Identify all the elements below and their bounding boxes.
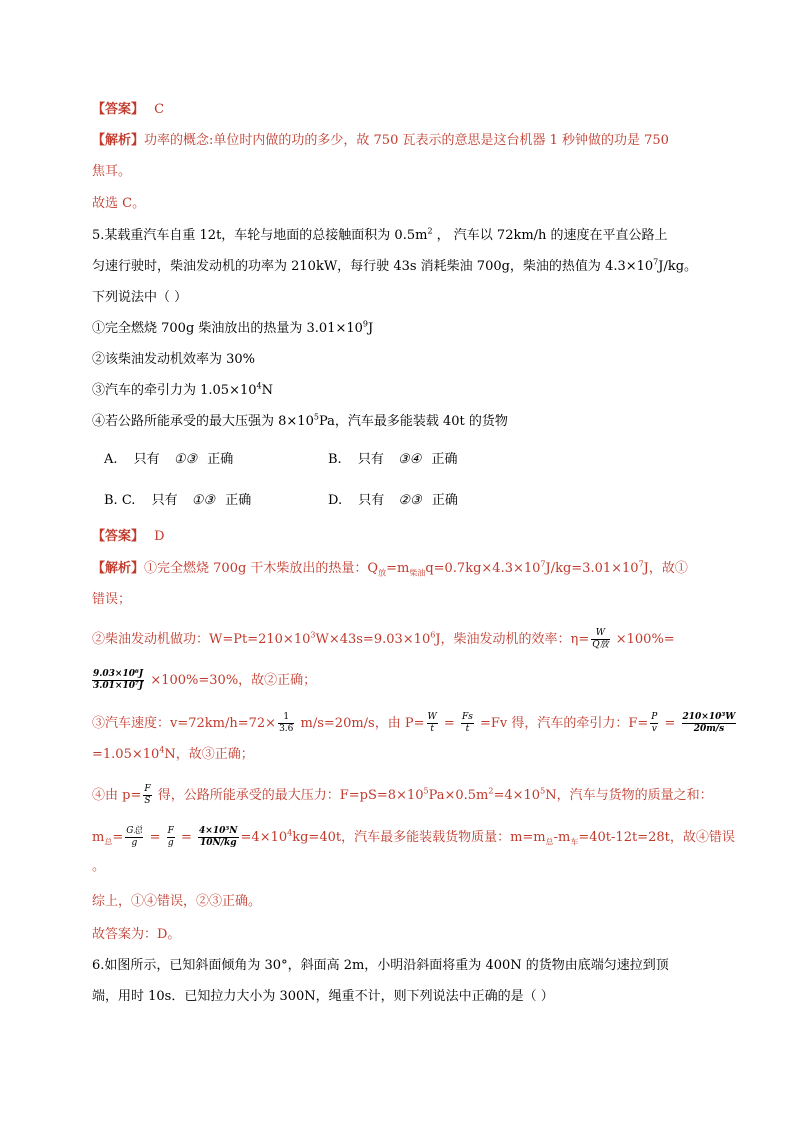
sup: 4: [287, 828, 293, 838]
option-numbers: ②③: [398, 493, 422, 508]
fraction: [591, 628, 609, 651]
text: q=0.7kg×4.3×10: [425, 561, 541, 576]
text: N，故③正确；: [164, 747, 254, 762]
analysis-line-1: [92, 560, 688, 578]
text: =40t-12t=28t，故④错误: [578, 830, 735, 845]
text: =Fv 得，汽车的牵引力：F=: [475, 716, 649, 731]
q5-stem-line-2: [92, 258, 697, 276]
option-d[interactable]: [328, 492, 458, 510]
answer-value: C: [154, 102, 165, 117]
numerator: F: [144, 784, 151, 794]
option-label: B. C.: [104, 493, 136, 508]
text: W×43s=9.03×10: [315, 632, 431, 647]
sup: 9: [362, 319, 369, 329]
sub: 放: [378, 568, 387, 578]
option-tail: 正确: [225, 493, 252, 508]
text: ×100%=30%，故②正确；: [146, 673, 317, 688]
analysis-line-2b: [92, 669, 316, 692]
text: ②柴油发动机做功：W=Pt=210×10: [92, 632, 311, 647]
text: J/kg。: [658, 259, 698, 274]
numerator: G总: [126, 826, 143, 836]
answer-tag: 【答案】: [92, 102, 145, 117]
text: ③汽车速度：v=72km/h=72×: [92, 716, 277, 731]
sup: 5: [423, 786, 429, 796]
sub: 柴油: [409, 568, 426, 578]
numerator: P: [651, 712, 658, 722]
denominator: 3.6: [279, 724, 294, 734]
text: =4×10: [493, 788, 541, 803]
numerator: 1: [278, 712, 294, 724]
q6-stem-line-2: 端，用时 10s．已知拉力大小为 300N，绳重不计，则下列说法中正确的是（ ）: [92, 989, 554, 1004]
option-numbers: ①③: [191, 493, 216, 508]
fraction: [125, 826, 143, 849]
sup: 5: [540, 786, 546, 796]
fraction: [461, 712, 474, 735]
option-tail: 正确: [431, 452, 458, 467]
sup: 7: [653, 257, 659, 267]
sub: 车: [570, 837, 579, 847]
analysis-text: 功率的概念:单位时内做的功的多少，故 750 瓦表示的意思是这台机器 1 秒钟做的功是 750: [144, 133, 669, 148]
sup: 7: [540, 559, 546, 569]
q6-stem-line-1: 6.如图所示，已知斜面倾角为 30°，斜面高 2m，小明沿斜面将重为 400N 的货物由底端匀速拉到顶: [92, 958, 669, 973]
q4-analysis-line-2: 焦耳。: [92, 164, 132, 179]
option-label: A.: [104, 452, 118, 467]
option-a[interactable]: [104, 451, 233, 469]
sup: 7: [638, 559, 644, 569]
option-numbers: ①③: [173, 452, 198, 467]
fraction: [92, 669, 144, 692]
option-c[interactable]: [104, 492, 251, 510]
text: m/s=20m/s，由 P=: [296, 716, 425, 731]
text: N: [261, 383, 273, 398]
text: kg=40t，汽车最多能装载货物质量：m=m: [292, 830, 546, 845]
numerator: F: [167, 826, 174, 836]
text: J，故①: [643, 561, 688, 576]
option-text: 只有: [151, 493, 178, 508]
text: =1.05×10: [92, 747, 160, 762]
denominator: 20m/s: [693, 724, 725, 734]
denominator: t: [430, 724, 434, 734]
text: Pa×0.5m: [428, 788, 489, 803]
text: =4×10: [240, 830, 288, 845]
text: 5.某载重汽车自重 12t，车轮与地面的总接触面积为 0.5m: [92, 228, 428, 243]
analysis-summary: 综上，①④错误，②③正确。: [92, 894, 262, 909]
fraction: [143, 784, 151, 807]
text: =: [145, 830, 165, 845]
text: =: [660, 716, 680, 731]
analysis-line-2: [92, 628, 675, 651]
text: ， 汽车以 72km/h 的速度在平直公路上: [432, 228, 668, 243]
option-text: 只有: [357, 452, 384, 467]
sub: 总: [104, 837, 113, 847]
fraction: [682, 712, 737, 735]
numerator: Fs: [461, 712, 473, 722]
text: =: [176, 830, 197, 845]
q4-analysis-line-1: [92, 132, 669, 150]
option-label: D.: [328, 493, 343, 508]
analysis-line-4b: [92, 826, 735, 849]
text: -m: [553, 830, 571, 845]
numerator: W: [427, 712, 437, 722]
denominator: S: [144, 796, 151, 806]
text: 匀速行驶时，柴油发动机的功率为 210kW，每行驶 43s 消耗柴油 700g，柴油的热值为 4.3×10: [92, 259, 654, 274]
fraction: [167, 826, 175, 849]
numerator: 4×10⁵N: [199, 826, 238, 836]
q5-stem-line-1: [92, 227, 668, 245]
fraction: [650, 712, 658, 735]
denominator: g: [131, 838, 138, 848]
sup: 4: [256, 381, 262, 391]
denominator: Q放: [592, 640, 609, 650]
option-tail: 正确: [207, 452, 234, 467]
q5-statement-4: [92, 413, 508, 431]
text: N，汽车与货物的质量之和：: [545, 788, 713, 803]
text: ①完全燃烧 700g 柴油放出的热量为 3.01×10: [92, 321, 363, 336]
sup: 3: [310, 630, 316, 640]
numerator: 210×10³W: [682, 712, 736, 722]
q5-statement-3: [92, 382, 273, 400]
denominator: g: [167, 838, 174, 848]
text: ④由 p=: [92, 788, 142, 803]
text: Pa，汽车最多能装载 40t 的货物: [318, 414, 508, 429]
analysis-tag: 【解析】: [92, 561, 145, 576]
text: =: [112, 830, 124, 845]
q5-statement-1: [92, 320, 373, 338]
denominator: 10N/kg: [199, 838, 237, 848]
text: ×100%=: [611, 632, 675, 647]
fraction: [278, 712, 294, 735]
fraction: [198, 826, 239, 849]
option-label: B.: [328, 452, 342, 467]
analysis-line-3: [92, 712, 738, 735]
q5-stem-line-3: 下列说法中（ ）: [92, 290, 188, 305]
answer-tag: 【答案】: [92, 529, 145, 544]
text: J/kg=3.01×10: [545, 561, 639, 576]
sub: 总: [545, 837, 554, 847]
option-tail: 正确: [431, 493, 458, 508]
sup: 4: [159, 745, 165, 755]
text: J: [368, 321, 374, 336]
option-text: 只有: [133, 452, 160, 467]
option-numbers: ③④: [397, 452, 422, 467]
denominator: 3.01×10⁷J: [93, 681, 144, 691]
option-b[interactable]: [328, 451, 457, 469]
sup: 6: [430, 630, 436, 640]
text: =: [439, 716, 459, 731]
analysis-line-3b: [92, 746, 254, 764]
q4-answer-line: [92, 101, 164, 119]
text: =m: [386, 561, 410, 576]
text: m: [92, 830, 105, 845]
text: ④若公路所能承受的最大压强为 8×10: [92, 414, 314, 429]
text: J，柴油发动机的效率：η=: [435, 632, 590, 647]
analysis-tag: 【解析】: [92, 133, 145, 148]
fraction: [427, 712, 438, 735]
text: 得，公路所能承受的最大压力：F=pS=8×10: [153, 788, 424, 803]
option-text: 只有: [358, 493, 385, 508]
sup: 5: [313, 412, 319, 422]
numerator: W: [591, 628, 609, 640]
sup: 2: [488, 786, 494, 796]
analysis-line-4c: 。: [92, 859, 106, 874]
analysis-final: 故答案为：D。: [92, 927, 181, 942]
answer-value: D: [154, 529, 165, 544]
q4-choose: 故选 C。: [92, 196, 146, 211]
numerator: 9.03×10⁶J: [93, 669, 144, 679]
denominator: v: [651, 724, 657, 734]
denominator: t: [465, 724, 470, 734]
text: ①完全燃烧 700g 干木柴放出的热量：Q: [144, 561, 379, 576]
sup: 2: [427, 226, 433, 236]
analysis-line-4: [92, 784, 713, 807]
q5-statement-2: ②该柴油发动机效率为 30%: [92, 352, 256, 367]
q5-answer-line: [92, 528, 165, 546]
text: ③汽车的牵引力为 1.05×10: [92, 383, 257, 398]
analysis-line-1b: 错误；: [92, 592, 132, 607]
